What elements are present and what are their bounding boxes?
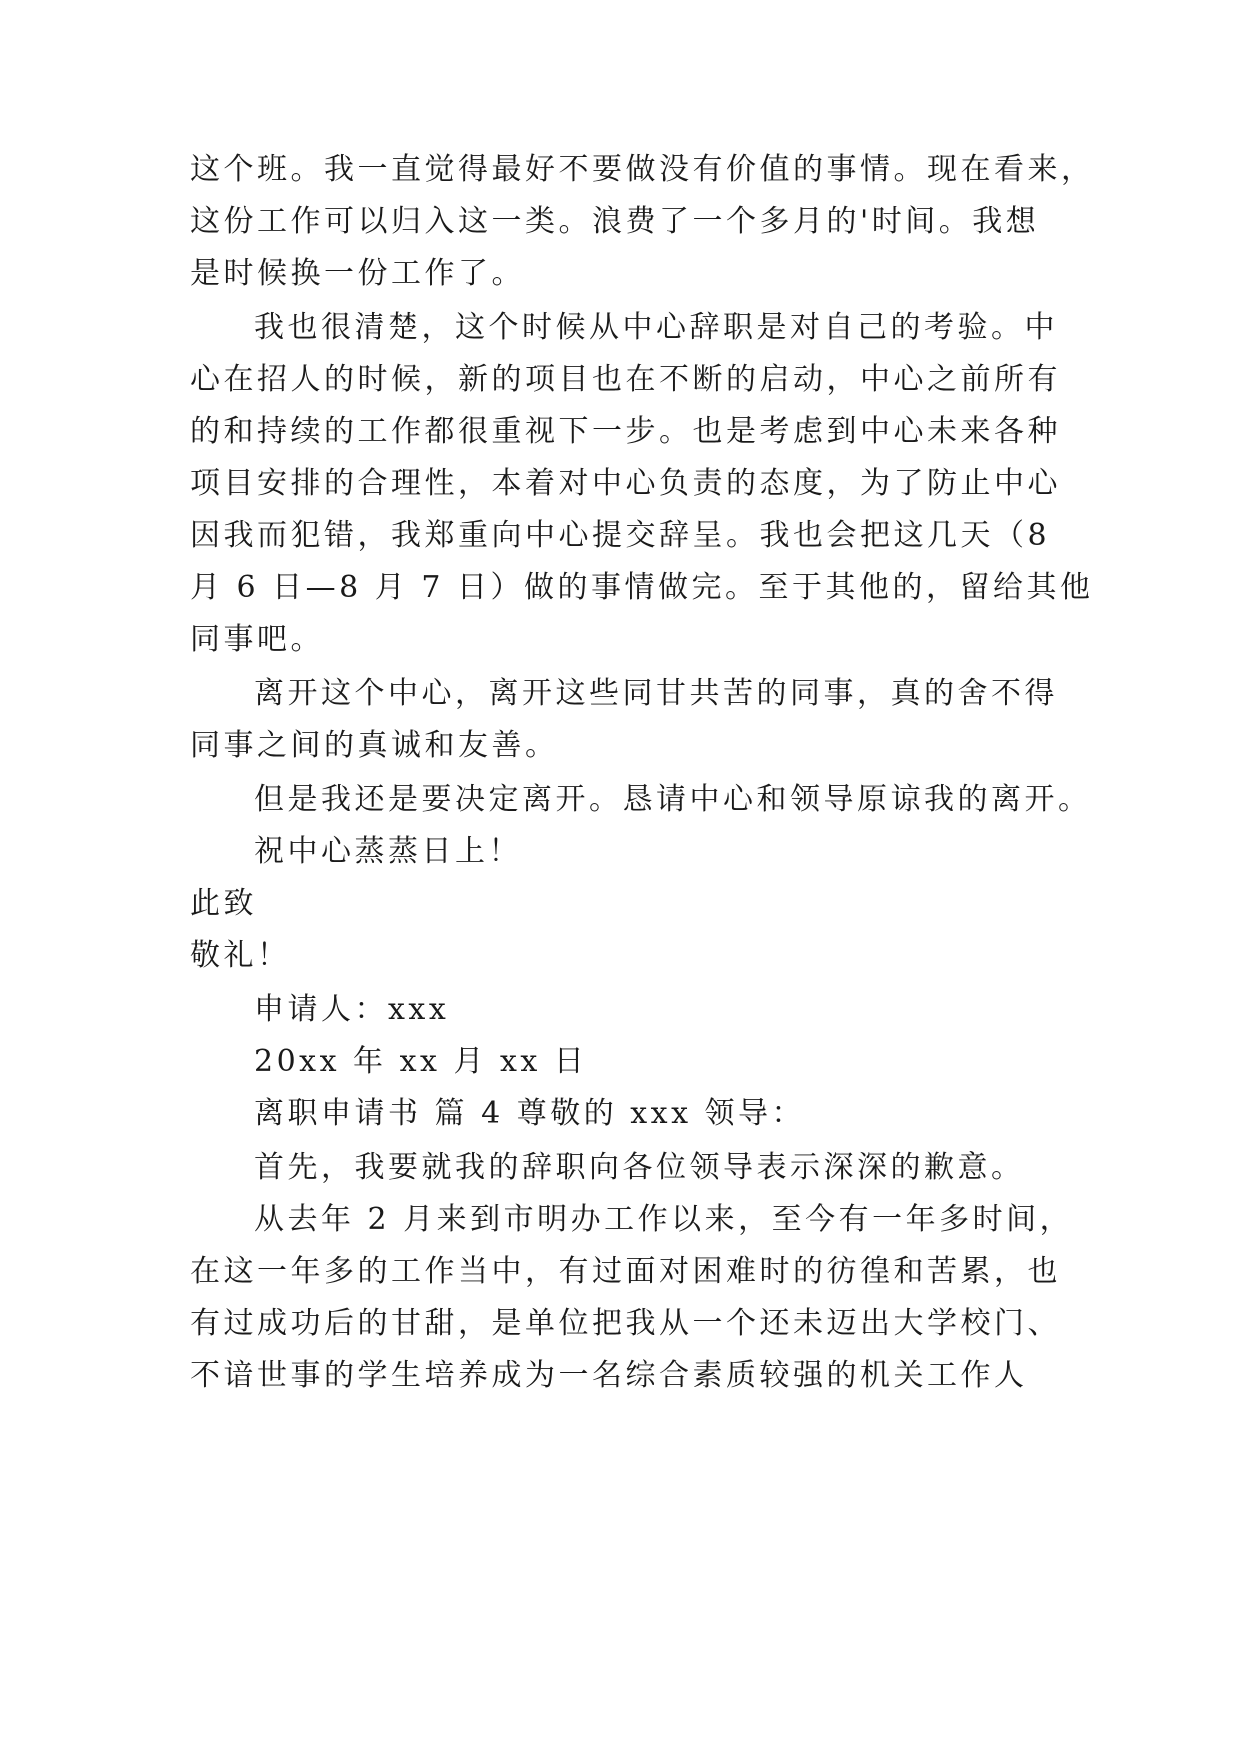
text-line: 同事之间的真诚和友善。 [190,728,559,763]
text-line: 因我而犯错，我郑重向中心提交辞呈。我也会把这几天（8 [190,518,1051,553]
section-heading: 离职申请书 篇 4 尊敬的 xxx 领导： [254,1096,806,1131]
text-line: 同事吧。 [190,622,324,657]
text-line: 是时候换一份工作了。 [190,256,525,291]
paragraph-first-line: 首先，我要就我的辞职向各位领导表示深深的歉意。 [254,1150,1025,1185]
paragraph-first-line: 离开这个中心，离开这些同甘共苦的同事，真的舍不得 [254,676,1058,711]
salutation-line: 敬礼！ [190,938,291,973]
salutation-line: 此致 [190,886,257,921]
text-line: 不谙世事的学生培养成为一名综合素质较强的机关工作人 [190,1358,1028,1393]
paragraph-first-line: 我也很清楚，这个时候从中心辞职是对自己的考验。中 [254,310,1058,345]
applicant-line: 申请人：xxx [254,992,450,1027]
date-line: 20xx 年 xx 月 xx 日 [254,1044,588,1079]
text-line: 这个班。我一直觉得最好不要做没有价值的事情。现在看来， [190,152,1095,187]
text-line: 的和持续的工作都很重视下一步。也是考虑到中心未来各种 [190,414,1061,449]
closing-wish: 祝中心蒸蒸日上！ [254,834,522,869]
text-line: 在这一年多的工作当中，有过面对困难时的彷徨和苦累，也 [190,1254,1061,1289]
text-line: 月 6 日—8 月 7 日）做的事情做完。至于其他的，留给其他 [190,570,1094,605]
paragraph-first-line: 但是我还是要决定离开。恳请中心和领导原谅我的离开。 [254,782,1092,817]
text-line: 有过成功后的甘甜，是单位把我从一个还未迈出大学校门、 [190,1306,1061,1341]
paragraph-first-line: 从去年 2 月来到市明办工作以来，至今有一年多时间， [254,1202,1074,1237]
text-line: 这份工作可以归入这一类。浪费了一个多月的'时间。我想 [190,204,1040,239]
text-line: 心在招人的时候，新的项目也在不断的启动，中心之前所有 [190,362,1061,397]
text-line: 项目安排的合理性，本着对中心负责的态度，为了防止中心 [190,466,1061,501]
